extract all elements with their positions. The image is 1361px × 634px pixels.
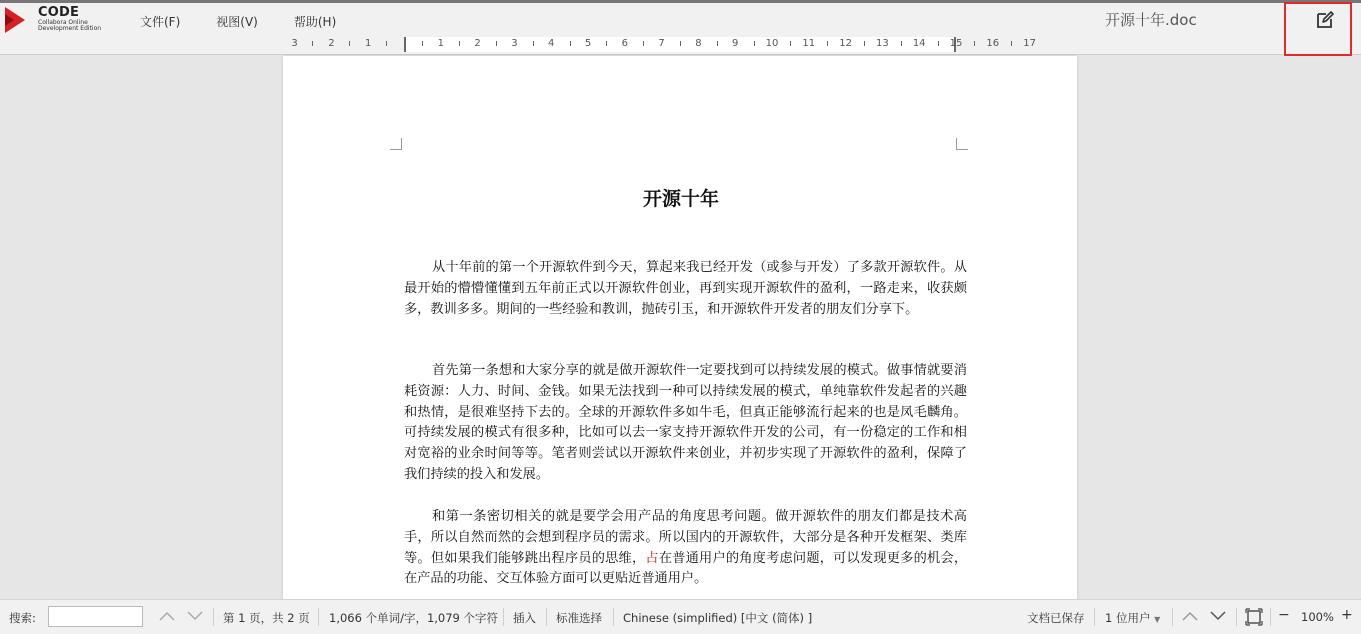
paragraph-2[interactable]: 首先第一条想和大家分享的就是做开源软件一定要找到可以持续发展的模式。做事情就要消耗资源：人力、时间、金钱。如果无法找到一种可以持续发展的模式，单纯靠软件发起者的兴趣和热情，是很难坚持下去的。全球的开源软件多如牛毛，但真正能够流行起来的也是凤毛麟角。可持续发展的模式有很多种，比如可以去一家支持开源软件开发的公司，有一份稳定的工作和相对宽裕的业余时间等等。笔者则尝试以开源软件来创业，并初步实现了开源软件的盈利，保障了我们持续的投入和发展。 bbox=[404, 363, 967, 482]
separator bbox=[1094, 608, 1095, 626]
highlighted-char: 占 bbox=[645, 550, 659, 566]
ruler-label: 12 bbox=[839, 38, 852, 49]
chevron-down-icon bbox=[1209, 608, 1227, 624]
ruler-label: 10 bbox=[765, 38, 779, 49]
edit-document-button[interactable] bbox=[1284, 2, 1352, 56]
separator bbox=[1236, 608, 1237, 626]
ruler-tick bbox=[643, 41, 644, 46]
ruler-tick bbox=[349, 41, 350, 46]
logo-title: CODE bbox=[38, 5, 80, 20]
ruler-label-left: 2 bbox=[328, 38, 335, 49]
document-page[interactable] bbox=[283, 56, 1077, 599]
separator bbox=[213, 608, 214, 626]
separator bbox=[1172, 608, 1173, 626]
page-info: 第 1 页，共 2 页 bbox=[223, 611, 310, 625]
ruler-tick bbox=[864, 41, 865, 46]
ruler-tick bbox=[496, 41, 497, 46]
ruler-label: 15 bbox=[949, 38, 963, 49]
logo-subtitle bbox=[38, 20, 108, 32]
edit-icon bbox=[1315, 10, 1335, 30]
search-label: 搜索: bbox=[9, 611, 36, 625]
chevron-up-icon bbox=[158, 608, 176, 624]
ruler-tick bbox=[827, 41, 828, 46]
document-title[interactable]: 开源十年.doc bbox=[1105, 11, 1197, 29]
chevron-down-icon bbox=[186, 608, 204, 624]
ruler-label: 6 bbox=[621, 38, 628, 49]
ruler-tick bbox=[717, 41, 718, 46]
ruler-label: 4 bbox=[548, 38, 555, 49]
ruler-label: 7 bbox=[658, 38, 665, 49]
ruler-tick bbox=[570, 41, 571, 46]
users-count[interactable] bbox=[1105, 610, 1160, 626]
fit-page-button[interactable] bbox=[1245, 608, 1263, 629]
selection-mode[interactable]: 标准选择 bbox=[556, 611, 602, 625]
ruler-tick bbox=[606, 41, 607, 46]
paragraph-3[interactable] bbox=[404, 507, 967, 590]
chevron-up-icon bbox=[1181, 608, 1199, 624]
ruler-label: 1 bbox=[437, 38, 444, 49]
ruler-tick bbox=[386, 41, 387, 46]
save-status: 文档已保存 bbox=[1027, 611, 1085, 625]
ruler-label: 8 bbox=[695, 38, 702, 49]
fit-width-icon bbox=[1245, 608, 1263, 626]
document-heading[interactable]: 开源十年 bbox=[642, 188, 719, 210]
ruler-tick bbox=[974, 41, 975, 46]
zoom-out-button[interactable]: − bbox=[1278, 607, 1290, 623]
separator bbox=[613, 608, 614, 626]
page-prev-button[interactable] bbox=[1181, 608, 1199, 627]
ruler-tick bbox=[901, 41, 902, 46]
menu-bar bbox=[128, 9, 360, 31]
top-bar bbox=[0, 0, 1361, 35]
ruler-tick bbox=[680, 41, 681, 46]
separator bbox=[1270, 608, 1271, 626]
ruler-label: 14 bbox=[912, 38, 926, 49]
zoom-level[interactable]: 100% bbox=[1301, 610, 1334, 624]
ruler-label: 11 bbox=[802, 38, 816, 49]
horizontal-ruler[interactable] bbox=[0, 35, 1361, 55]
ruler-label: 13 bbox=[876, 38, 889, 49]
word-count: 1,066 个单词/字，1,079 个字符 bbox=[329, 611, 499, 625]
ruler-label: 16 bbox=[986, 38, 1000, 49]
separator bbox=[546, 608, 547, 626]
page-next-button[interactable] bbox=[1209, 608, 1227, 627]
ruler-label: 3 bbox=[511, 38, 518, 49]
menu-view[interactable]: 视图(V) bbox=[216, 15, 258, 29]
margin-corner-top-left bbox=[390, 138, 402, 150]
paragraph-1[interactable]: 从十年前的第一个开源软件到今天，算起来我已经开发（或参与开发）了多款开源软件。从最开始的懵懵懂懂到五年前正式以开源软件创业，再到实现开源软件的盈利，一路走来，收获颇多，教训多多。期间的一些经验和教训，抛砖引玉，和开源软件开发者的朋友们分享下。 bbox=[404, 260, 967, 317]
status-bar bbox=[0, 599, 1361, 634]
zoom-in-button[interactable]: + bbox=[1341, 607, 1353, 623]
ruler-label: 9 bbox=[732, 38, 739, 49]
paragraph-3-part-2: 在普通用户的角度考虑问题，可以发现更多的机会，在产品的功能、交互体验方面可以更贴近普通用户。 bbox=[404, 550, 968, 587]
insert-mode[interactable]: 插入 bbox=[513, 611, 536, 625]
ruler-tick bbox=[533, 41, 534, 46]
menu-help[interactable]: 帮助(H) bbox=[293, 15, 337, 29]
ruler-label: 2 bbox=[474, 38, 481, 49]
logo-subtitle-line2: Development Edition bbox=[38, 25, 102, 32]
search-input[interactable] bbox=[48, 606, 143, 627]
ruler-tick bbox=[790, 41, 791, 46]
app-logo bbox=[4, 5, 114, 35]
ruler-label: 17 bbox=[1023, 38, 1036, 49]
paragraph-3-part-1: 和第一条密切相关的就是要学会用产品的角度思考问题。做开源软件的朋友们都是技术高手，所以自然而然的会想到程序员的需求。所以国内的开源软件，大部分是各种开发框架、类库等。但如果我们能够跳出程序员的思维， bbox=[404, 509, 967, 566]
logo-subtitle-line1: Collabora Online bbox=[38, 19, 88, 26]
menu-file[interactable]: 文件(F) bbox=[140, 15, 181, 29]
separator bbox=[318, 608, 319, 626]
ruler-tick bbox=[938, 41, 939, 46]
separator bbox=[503, 608, 504, 626]
collabora-logo-inner bbox=[5, 14, 14, 26]
search-next-button[interactable] bbox=[186, 608, 204, 627]
margin-corner-top-right bbox=[956, 138, 968, 150]
ruler-tick bbox=[422, 41, 423, 46]
language-status[interactable]: Chinese (simplified) [中文 (简体) ] bbox=[623, 611, 813, 625]
ruler-tick bbox=[1011, 41, 1012, 46]
ruler-label: 5 bbox=[584, 38, 592, 49]
search-prev-button[interactable] bbox=[158, 608, 176, 627]
ruler-tick bbox=[754, 41, 755, 46]
users-label: 1 位用户 bbox=[1105, 611, 1151, 625]
ruler-tick bbox=[312, 41, 313, 46]
ruler-tick bbox=[459, 41, 460, 46]
ruler-label-left: 3 bbox=[291, 38, 298, 49]
ruler-label-left: 1 bbox=[365, 38, 372, 49]
caret-down-icon: ▼ bbox=[1154, 615, 1161, 624]
